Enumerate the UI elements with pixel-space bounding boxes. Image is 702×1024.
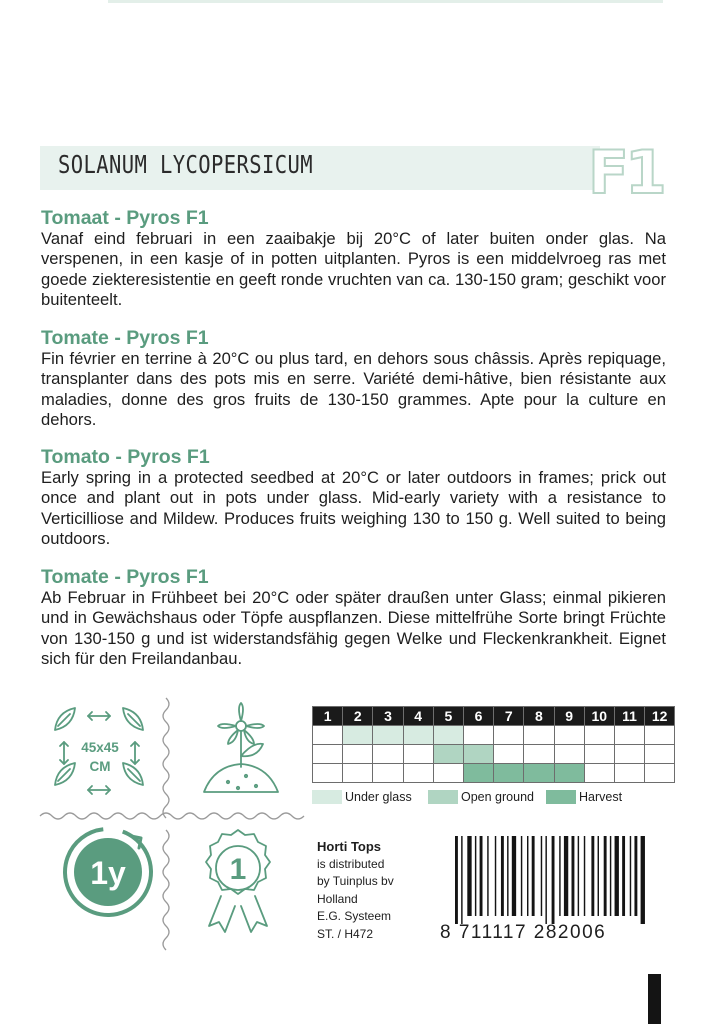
barcode-bar: [527, 836, 528, 916]
annual-cycle-icon: [53, 817, 163, 927]
calendar-cell-active: [373, 726, 403, 745]
calendar-row-harvest: [313, 764, 675, 783]
barcode-bar: [461, 836, 462, 924]
month-header: 3: [373, 707, 403, 726]
barcode-bar: [512, 836, 516, 916]
horizontal-arrow-icon: [88, 786, 110, 794]
barcode-bar: [559, 836, 560, 916]
distributor-line: by Tuinplus bv: [317, 874, 394, 888]
barcode-bar: [487, 836, 488, 916]
barcode-bar: [622, 836, 625, 916]
calendar-cell-active: [403, 726, 433, 745]
calendar-cell: [645, 726, 675, 745]
barcode-bar: [604, 836, 607, 916]
distributor-line: Holland: [317, 891, 358, 906]
month-header: 10: [584, 707, 614, 726]
calendar-legend: [312, 790, 622, 804]
month-header: 5: [433, 707, 463, 726]
calendar-cell: [645, 745, 675, 764]
section-body: Vanaf eind februari in een zaaibakje bij 20°C of later buiten onder glas. Na verspenen, in een kasje of in potten uitplanten. Pyros is een middelvroeg ras met goede ziekteresistentie en geeft ronde vruchten van ca. 130-150 gram; geschikt voor buitenteelt.: [41, 229, 666, 310]
leaf-icon: [123, 708, 143, 730]
legend-label: Harvest: [579, 790, 623, 804]
calendar-cell: [645, 764, 675, 783]
barcode-bar: [480, 836, 483, 916]
horizontal-arrow-icon: [88, 712, 110, 720]
barcode-bar: [467, 836, 471, 916]
legend-label: Open ground: [461, 790, 534, 804]
calendar-cell: [584, 764, 614, 783]
month-header: 4: [403, 707, 433, 726]
barcode: [455, 836, 655, 924]
section-body: Fin février en terrine à 20°C ou plus tard, en dehors sous châssis. Après repiquage, transplanter dans des pots mis en serre. Variété demi-hâtive, bien résistante aux maladies, donne des gros fruits de 130-150 grammes. Apte pour la culture en dehors.: [41, 349, 666, 430]
calendar-cell: [584, 726, 614, 745]
calendar-cell-active: [524, 764, 554, 783]
barcode-bar: [541, 836, 542, 916]
calendar-cell: [584, 745, 614, 764]
barcode-bar: [495, 836, 496, 916]
ribbon-number: 1: [229, 853, 247, 886]
cut-mark: [648, 974, 661, 1024]
calendar-cell: [433, 764, 463, 783]
barcode-number: 8 711117 282006: [440, 922, 607, 943]
calendar-cell: [524, 745, 554, 764]
section-german: [41, 567, 666, 670]
barcode-bar: [584, 836, 585, 916]
calendar-cell: [313, 726, 343, 745]
section-dutch: [41, 208, 666, 311]
calendar-cell: [313, 764, 343, 783]
calendar-cell-active: [463, 764, 493, 783]
section-title: Tomate - Pyros F1: [41, 566, 209, 588]
calendar-cell: [524, 726, 554, 745]
barcode-bar: [545, 836, 546, 924]
month-header: 7: [494, 707, 524, 726]
legend-label: Under glass: [345, 790, 412, 804]
barcode-bar: [610, 836, 611, 916]
leaf-icon: [55, 708, 75, 730]
barcode-bar: [634, 836, 637, 916]
section-body: Ab Februar in Frühbeet bei 20°C oder später draußen unter Glass; einmal pikieren und in Gewächshaus oder Töpfe auspflanzen. Diese mittelfrühe Sorte bringt Früchte von 130-150 g und ist widerstandsfähig gegen Welke und Fleckenkrankheit. Eignet sich für den Freilandanbau.: [41, 588, 666, 669]
calendar-cell: [403, 764, 433, 783]
calendar-row-open-ground: [313, 745, 675, 764]
calendar-header-row: [313, 707, 675, 726]
calendar-cell: [614, 745, 644, 764]
calendar-cell: [494, 745, 524, 764]
leaf-icon: [123, 763, 143, 785]
calendar-cell-active: [433, 726, 463, 745]
barcode-bar: [507, 836, 508, 916]
barcode-bar: [564, 836, 568, 916]
month-header: 11: [614, 707, 644, 726]
barcode-bar: [552, 836, 555, 924]
month-header: 6: [463, 707, 493, 726]
vertical-arrow-icon: [60, 742, 68, 764]
month-header: 9: [554, 707, 584, 726]
month-header: 8: [524, 707, 554, 726]
barcode-bar: [532, 836, 535, 916]
barcode-bar: [630, 836, 631, 916]
calendar-cell: [343, 745, 373, 764]
top-divider: [108, 0, 663, 3]
calendar-cell: [554, 726, 584, 745]
f1-hybrid-mark: F1: [588, 138, 663, 208]
barcode-bar: [598, 836, 599, 916]
section-body: Early spring in a protected seedbed at 20°C or later outdoors in frames; prick out once and plant out in pots under glass. Mid-early variety with a resistance to Verticilliose and Mildew. Produces fruits weighing 130 to 150 g. Well suited to being outdoors.: [41, 468, 666, 549]
wavy-divider: [40, 813, 304, 819]
barcode-bar: [455, 836, 458, 924]
wavy-divider: [163, 698, 169, 818]
spacing-value: 45x45: [81, 740, 119, 755]
section-french: [41, 328, 666, 431]
calendar-cell-active: [554, 764, 584, 783]
calendar-cell-active: [343, 726, 373, 745]
calendar-cell-active: [433, 745, 463, 764]
calendar-cell: [403, 745, 433, 764]
calendar-cell: [554, 745, 584, 764]
calendar-cell: [494, 726, 524, 745]
calendar-cell: [463, 726, 493, 745]
month-header: 1: [313, 707, 343, 726]
legend-swatch: [312, 790, 342, 804]
distributor-line: is distributed: [317, 856, 385, 871]
calendar-row-under-glass: [313, 726, 675, 745]
distributor-info: [317, 838, 394, 943]
month-header: 2: [343, 707, 373, 726]
calendar-cell: [373, 764, 403, 783]
brand-name: Horti Tops: [317, 839, 382, 854]
section-title: Tomate - Pyros F1: [41, 327, 209, 349]
calendar-cell: [614, 764, 644, 783]
legend-swatch: [546, 790, 576, 804]
distributor-line: ST. / H472: [317, 926, 374, 941]
lifecycle-label: 1y: [90, 855, 126, 891]
barcode-bar: [578, 836, 579, 916]
calendar-cell-active: [463, 745, 493, 764]
barcode-bar: [615, 836, 619, 916]
species-name: SOLANUM LYCOPERSICUM: [58, 150, 314, 179]
barcode-bar: [591, 836, 594, 916]
spacing-unit: CM: [89, 759, 111, 774]
legend-swatch: [428, 790, 458, 804]
calendar-cell: [614, 726, 644, 745]
wavy-divider: [163, 830, 169, 950]
calendar-cell: [373, 745, 403, 764]
month-header: 12: [645, 707, 675, 726]
barcode-bar: [501, 836, 504, 916]
calendar-cell: [313, 745, 343, 764]
section-title: Tomaat - Pyros F1: [41, 207, 209, 229]
barcode-bar: [572, 836, 575, 916]
barcode-bar: [475, 836, 476, 916]
barcode-bar: [521, 836, 522, 916]
section-english: [41, 447, 666, 550]
vertical-arrow-icon: [131, 742, 139, 764]
seedling-icon: [204, 703, 278, 792]
barcode-bar: [641, 836, 645, 924]
calendar-cell: [343, 764, 373, 783]
sowing-calendar: [312, 706, 675, 783]
leaf-icon: [55, 763, 75, 785]
calendar-cell-active: [494, 764, 524, 783]
section-title: Tomato - Pyros F1: [41, 446, 210, 468]
distributor-line: E.G. Systeem: [317, 909, 392, 923]
